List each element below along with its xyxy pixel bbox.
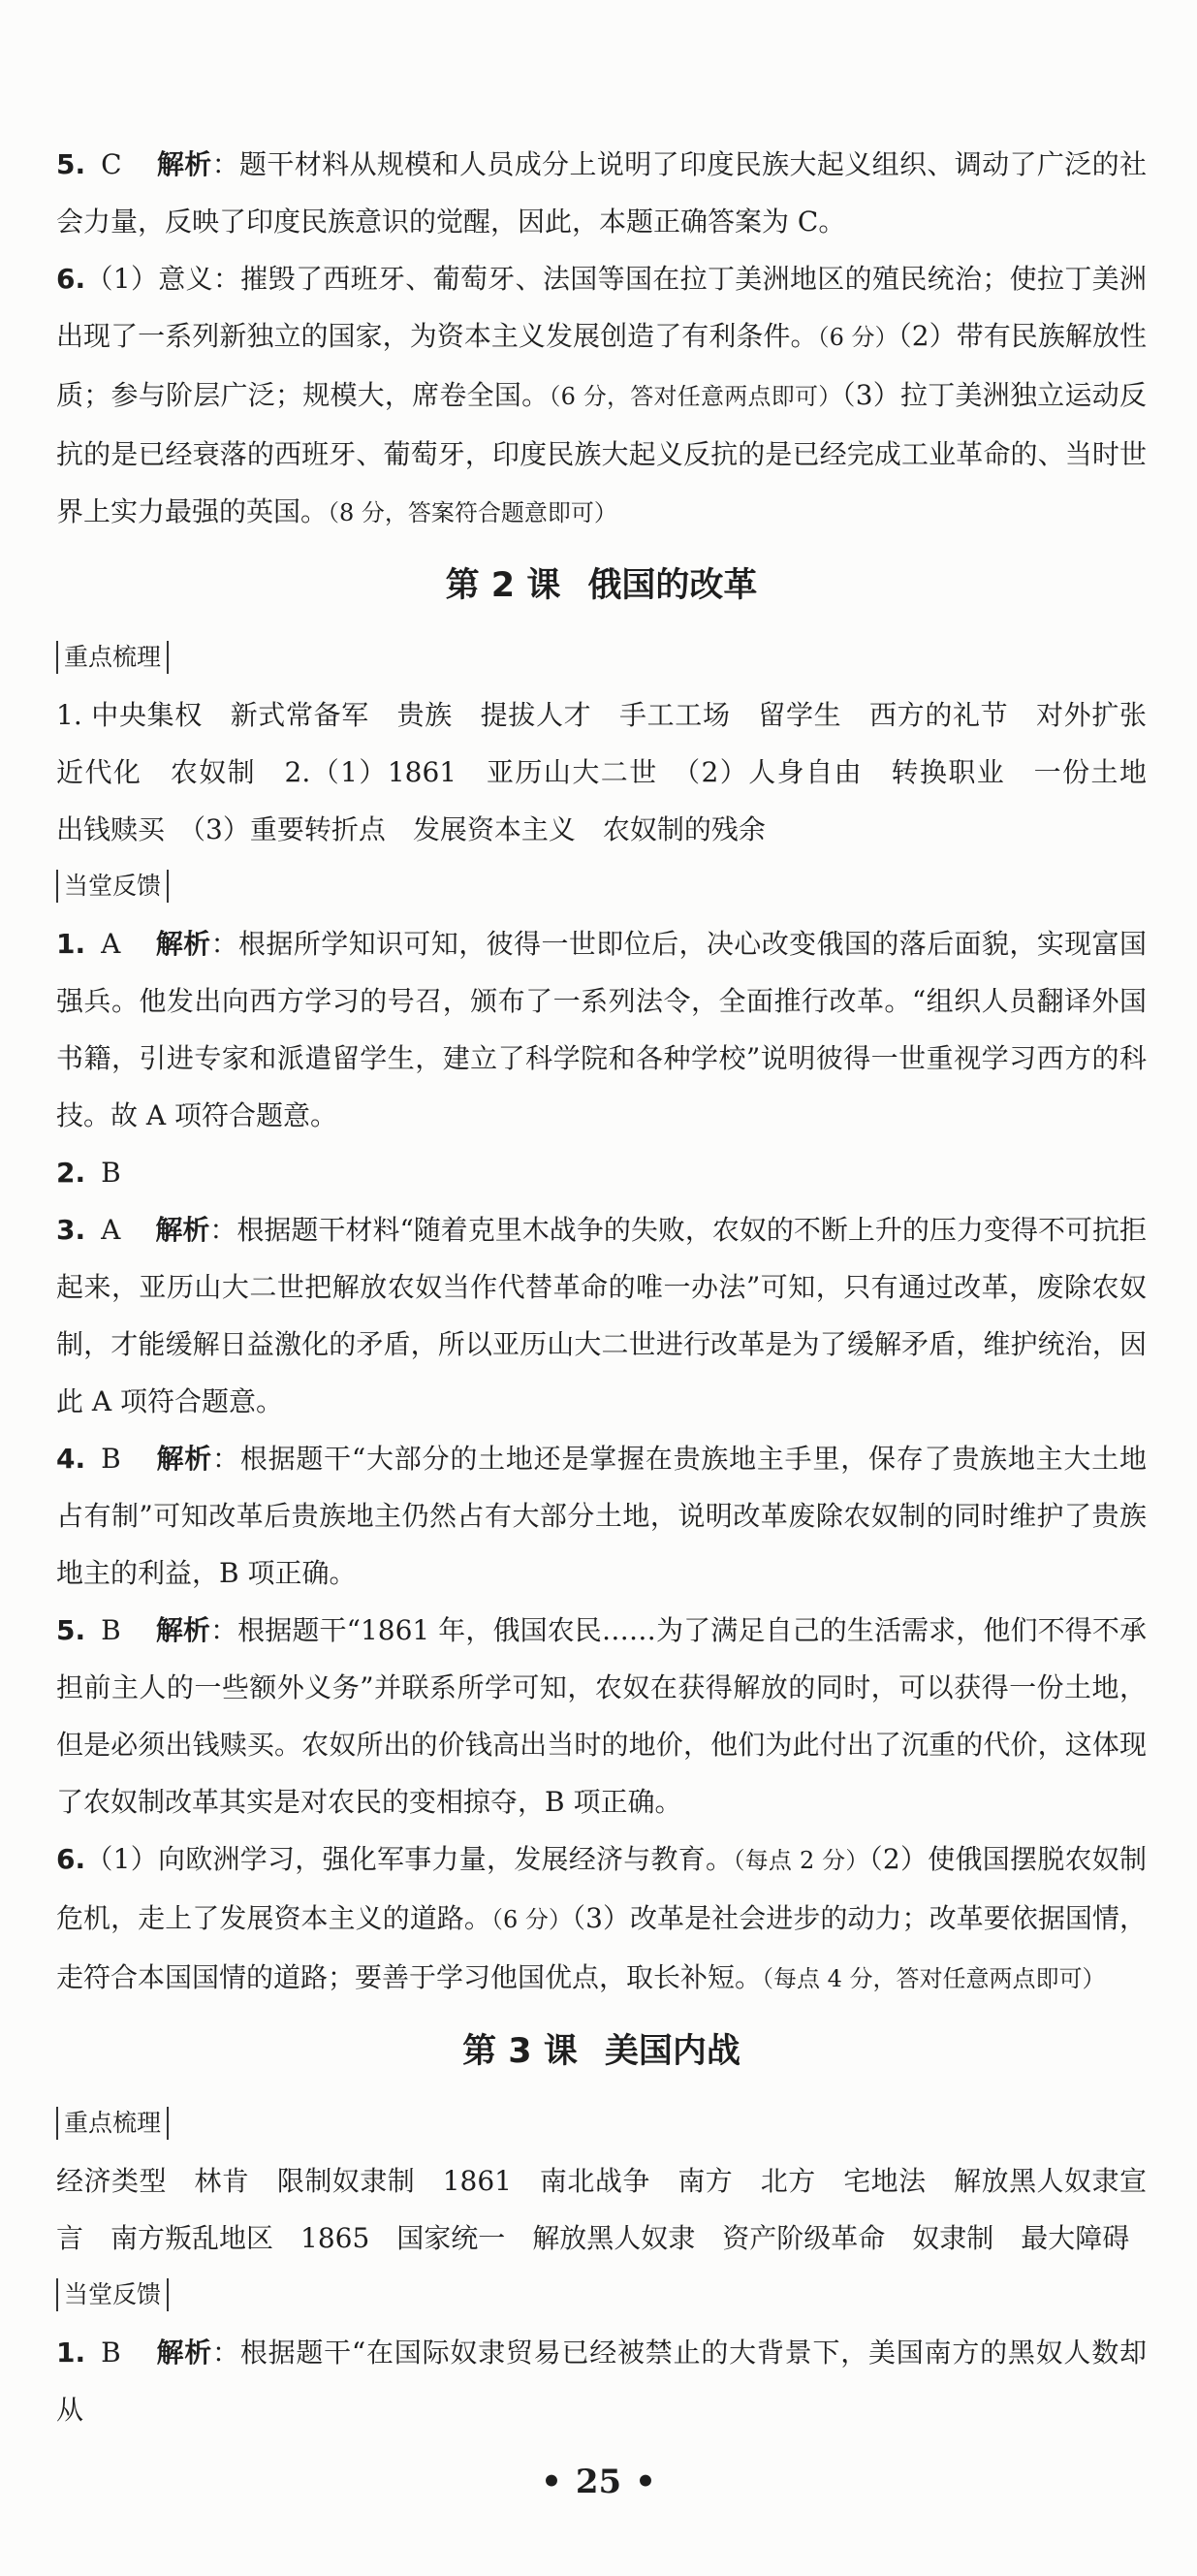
score-note: （6 分） (490, 1906, 573, 1933)
analysis-text: ：根据题干“1861 年，俄国农民……为了满足自己的生活需求，他们不得不承担前主人的一些额外义务”并联系所学可知，农奴在获得解放的同时，可以获得一份土地，但是必须出钱赎买。农奴所出的价钱高出当时的地价，他们为此付出了沉重的代价，这体现了农奴制改革其实是对农民的变相掠夺，B 项正确。 (56, 1614, 1147, 1818)
score-note: （每点 4 分，答对任意两点即可） (762, 1965, 1106, 1992)
section-label-key-points: 重点梳理 (56, 641, 169, 674)
answer-text: （2）使俄国摆脱农奴制危机，走上了发展资本主义的道路。 (56, 1843, 1147, 1934)
question-number: 6. (56, 263, 86, 295)
answer-item (56, 1201, 1147, 1430)
analysis-text: ：题干材料从规模和人员成分上说明了印度民族大起义组织、调动了广泛的社会力量，反映了印度民族意识的觉醒，因此，本题正确答案为 C。 (56, 148, 1147, 238)
answer-text: （1）向欧洲学习，强化军事力量，发展经济与教育。 (85, 1843, 734, 1875)
answer-item (56, 1144, 1147, 1201)
lesson-number: 第 2 课 (445, 566, 561, 605)
page-footer (0, 2463, 1197, 2501)
key-points-text: 经济类型 林肯 限制奴隶制 1861 南北战争 南方 北方 宅地法 解放黑人奴隶宣言 南方叛乱地区 1865 国家统一 解放黑人奴隶 资产阶级革命 奴隶制 最大障碍 (56, 2165, 1147, 2254)
lesson-heading (56, 542, 1147, 629)
score-note: （8 分，答案符合题意即可） (328, 499, 617, 526)
key-points-text: 1. 中央集权 新式常备军 贵族 提拔人才 手工工场 留学生 西方的礼节 对外扩张 近代化 农奴制 2.（1）1861 亚历山大二世 （2）人身自由 转换职业 一份土地 出钱赎买 （3）重要转折点 发展资本主义 农奴制的残余 (56, 699, 1175, 845)
analysis-label: 解析 (155, 1443, 213, 1475)
lesson-title: 美国内战 (604, 2032, 740, 2071)
section-label-feedback: 当堂反馈 (56, 2278, 169, 2311)
answer-text: （1）意义：摧毁了西班牙、葡萄牙、法国等国在拉丁美洲地区的殖民统治；使拉丁美洲出现了一系列新独立的国家，为资本主义发展创造了有利条件。 (56, 263, 1147, 352)
analysis-label: 解析 (155, 2337, 213, 2369)
lesson-heading (56, 2008, 1147, 2095)
answer-item (56, 915, 1147, 1144)
answer-choice: B (101, 2337, 121, 2369)
answer-choice: C (101, 148, 122, 180)
analysis-text: ：根据题干材料“随着克里木战争的失败，农奴的不断上升的压力变得不可抗拒起来，亚历山大二世把解放农奴当作代替革命的唯一办法”可知，只有通过改革，废除农奴制，才能缓解日益激化的矛盾，所以亚历山大二世进行改革是为了缓解矛盾，维护统治，因此 A 项符合题意。 (56, 1214, 1147, 1417)
analysis-text: ：根据题干“大部分的土地还是掌握在贵族地主手里，保存了贵族地主大土地占有制”可知改革后贵族地主仍然占有大部分土地，说明改革废除农奴制的同时维护了贵族地主的利益，B 项正确。 (56, 1443, 1147, 1589)
answer-choice: B (101, 1614, 121, 1646)
section-label-key-points: 重点梳理 (56, 2107, 169, 2140)
answer-page (56, 136, 1175, 2438)
lesson-number: 第 3 课 (462, 2032, 578, 2071)
answer-choice: B (101, 1443, 121, 1475)
footer-dot: • (635, 2463, 656, 2501)
footer-dot: • (541, 2463, 562, 2501)
answer-item (56, 1430, 1147, 1602)
score-note: （6 分，答对任意两点即可） (549, 383, 842, 410)
answer-choice: A (101, 928, 121, 960)
question-number: 1. (56, 928, 86, 960)
analysis-text: ：根据题干“在国际奴隶贸易已经被禁止的大背景下，美国南方的黑奴人数却从 (56, 2337, 1147, 2426)
score-note: （6 分） (817, 324, 898, 351)
answer-item (56, 136, 1147, 250)
analysis-label: 解析 (155, 1614, 211, 1646)
answer-item (56, 1830, 1147, 2008)
question-number: 4. (56, 1443, 86, 1475)
score-note: （每点 2 分） (733, 1847, 869, 1874)
answer-choice: A (101, 1214, 121, 1246)
answer-item (56, 250, 1147, 542)
answer-text: （3）拉丁美洲独立运动反抗的是已经衰落的西班牙、葡萄牙，印度民族大起义反抗的是已经完成工业革命的、当时世界上实力最强的英国。 (56, 379, 1147, 527)
section-label-feedback: 当堂反馈 (56, 870, 169, 903)
question-number: 5. (56, 1614, 86, 1646)
question-number: 5. (56, 148, 86, 180)
answer-text: （3）改革是社会进步的动力；改革要依据国情，走符合本国国情的道路；要善于学习他国优点，取长补短。 (56, 1902, 1147, 1993)
answer-choice: B (101, 1157, 121, 1189)
analysis-text: ：根据所学知识可知，彼得一世即位后，决心改变俄国的落后面貌，实现富国强兵。他发出向西方学习的号召，颁布了一系列法令，全面推行改革。“组织人员翻译外国书籍，引进专家和派遣留学生，建立了科学院和各种学校”说明彼得一世重视学习西方的科技。故 A 项符合题意。 (56, 928, 1147, 1131)
answer-item (56, 1602, 1147, 1830)
question-number: 2. (56, 1157, 86, 1189)
answer-text: （2）带有民族解放性质；参与阶层广泛；规模大，席卷全国。 (56, 320, 1147, 411)
page-number: 25 (575, 2463, 622, 2501)
question-number: 1. (56, 2337, 86, 2369)
lesson-title: 俄国的改革 (587, 566, 758, 605)
question-number: 6. (56, 1843, 86, 1875)
analysis-label: 解析 (156, 148, 212, 180)
question-number: 3. (56, 1214, 86, 1246)
answer-item (56, 2324, 1147, 2438)
analysis-label: 解析 (155, 1214, 210, 1246)
analysis-label: 解析 (155, 928, 211, 960)
